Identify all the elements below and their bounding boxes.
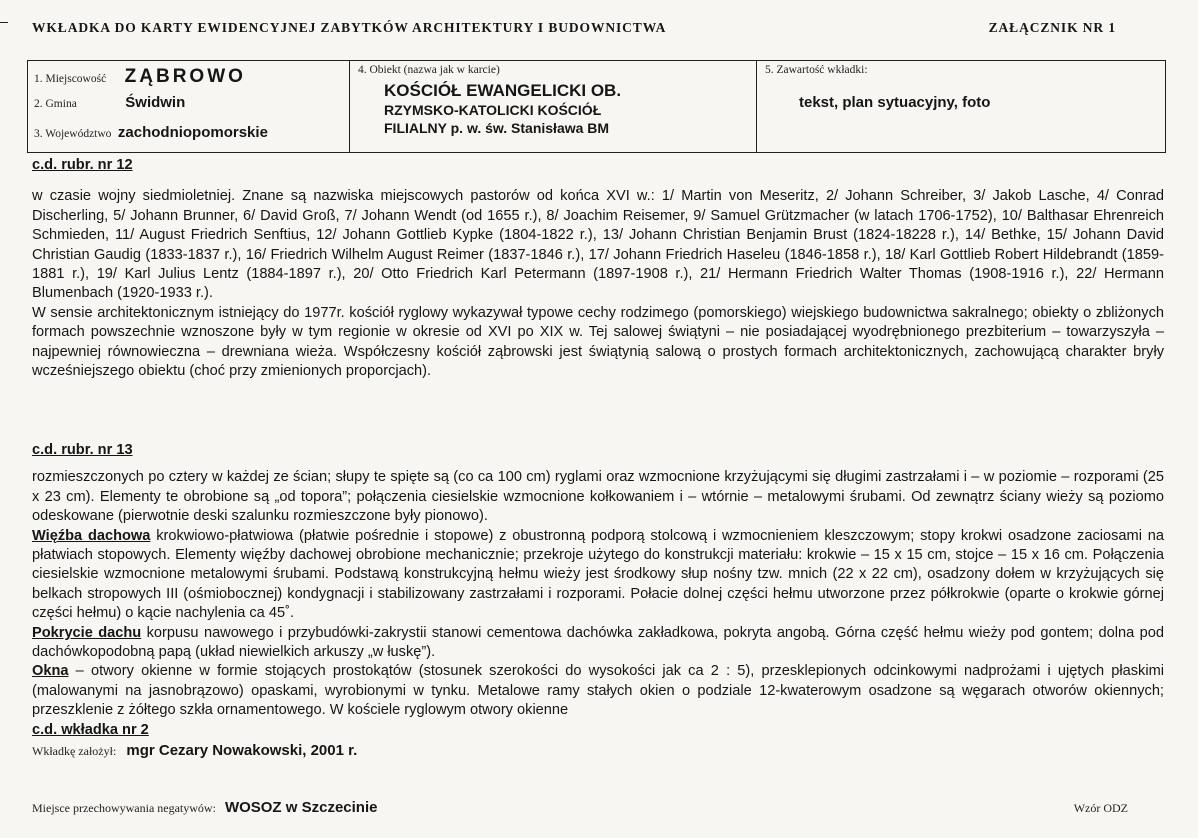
author-value: mgr Cezary Nowakowski, 2001 r. bbox=[126, 742, 358, 760]
storage-value: WOSOZ w Szczecinie bbox=[224, 799, 378, 816]
roof-truss-keyword: Więźba dachowa bbox=[32, 527, 151, 544]
section-12 bbox=[32, 156, 1164, 381]
document-title: WKŁADKA DO KARTY EWIDENCYJNEJ ZABYTKÓW ARCHITEKTURY I BUDOWNICTWA bbox=[32, 20, 667, 35]
roofing-keyword: Pokrycie dachu bbox=[32, 624, 142, 641]
object-name-line3: FILIALNY p. w. św. Stanisława BM bbox=[384, 120, 610, 136]
object-name bbox=[384, 81, 754, 137]
section-13-paragraph-4 bbox=[32, 662, 1164, 720]
contents-column bbox=[756, 61, 1165, 152]
author-label: Wkładkę założył: bbox=[32, 744, 117, 759]
scan-mark bbox=[0, 22, 8, 23]
windows-keyword: Okna bbox=[32, 663, 69, 680]
section-13-heading: c.d. rubr. nr 13 bbox=[32, 442, 133, 458]
commune-label: 2. Gmina bbox=[34, 98, 77, 110]
windows-text: – otwory okienne w formie stojących prostokątów (stosunek szerokości do wysokości jak ca 2 : 5), przesklepionych odcinkowymi nadprożami i ujętych płaskimi (malowanymi na jasnobrązowo) opaskami, wyrobionymi w tynku. Metalowe ramy stałych okien o podziale 12-kwaterowym osadzone są węgarach otworów okiennych; przeszklenie z żółtego szkła ornamentowego. W kościele ryglowym otwory okienne bbox=[32, 663, 1164, 719]
commune-value: Świdwin bbox=[125, 94, 186, 111]
section-13-paragraph-2 bbox=[32, 527, 1164, 624]
form-header-box bbox=[27, 60, 1166, 153]
form-model: Wzór ODZ bbox=[1073, 801, 1128, 815]
town-label: 1. Miejscowość bbox=[34, 73, 107, 85]
section-13-paragraph-3 bbox=[32, 624, 1164, 663]
town-row bbox=[34, 66, 246, 88]
section-12-paragraph-1: w czasie wojny siedmioletniej. Znane są nazwiska miejscowych pastorów od końca XVI w.: 1/ Martin von Meseritz, 2/ Johann Schreiber, 3/ Jakob Lasche, 4/ Conrad Discherling, 5/ Johann Brunner, 6/ David Groß, 7/ Johann Wendt (od 1655 r.), 8/ Joachim Reisemer, 9/ Samuel Grützmacher (w latach 1706-1752), 10/ Balthasar Ehrenreich Schmieden, 11/ August Friedrich Senftius, 12/ Johann Gottlieb Kypke (1804-1822 r.), 13/ Johann Christian Benjamin Brust (1824-18228 r.), 14/ Bethke, 15/ Johann David Christian Gaudig (1833-1837 r.), 16/ Friedrich Wilhelm August Reimer (1837-1846 r.), 17/ Johann Friedrich Haseleu (1846-1858 r.), 18/ Karl Gottlieb Robert Hildebrandt (1859-1881 r.), 19/ Karl Julius Lentz (1884-1897 r.), 20/ Otto Friedrich Karl Petermann (1897-1908 r.), 21/ Hermann Friedrich Walter Thomas (1908-1916 r.), 22/ Hermann Blumenbach (1920-1933 r.). bbox=[32, 188, 1164, 302]
section-12-heading: c.d. rubr. nr 12 bbox=[32, 157, 133, 173]
commune-row bbox=[34, 94, 185, 112]
object-label: 4. Obiekt (nazwa jak w karcie) bbox=[358, 64, 500, 76]
contents-label: 5. Zawartość wkładki: bbox=[765, 64, 868, 76]
section-12-paragraph-2: W sensie architektonicznym istniejący do 1977r. kościół ryglowy wykazywał typowe cechy rodzimego (pomorskiego) wiejskiego budownictwa sakralnego; obiekty o zbliżonych formach powszechnie wznoszone były w tym regionie w okresie od XVI po XIX w. Tej salowej świątyni – nie posiadającej wyodrębnionego prezbiterium – towarzyszyła – najpewniej równowieczna – drewniana wieża. Współczesny kościół ząbrowski jest świątynią salową o prostych formach architektonicznych, zachowującą charakter bryły wcześniejszego obiektu (choć przy zmienionych proporcjach). bbox=[32, 304, 1164, 380]
storage-label: Miejsce przechowywania negatywów: bbox=[32, 801, 216, 815]
section-13 bbox=[32, 441, 1164, 762]
voivodeship-value: zachodniopomorskie bbox=[117, 124, 268, 141]
town-value: ZĄBROWO bbox=[124, 66, 246, 87]
object-name-line1: KOŚCIÓŁ EWANGELICKI OB. bbox=[384, 81, 622, 100]
negative-storage bbox=[32, 799, 377, 816]
roof-truss-text: krokwiowo-płatwiowa (płatwie pośrednie i stopowe) z obustronną podporą stolcową i wzmocnieniem kleszczowym; stopy krokwi osadzone zaciosami na płatwiach stopowych. Elementy więźby dachowej obrobione mechanicznie; przekroje użytego do konstrukcji materiału: krokwie – 15 x 15 cm, stojce – 15 x 16 cm. Połączenia ciesielskie wzmocnione metalowymi śrubami. Podstawą konstrukcyjną hełmu wieży jest środkowy słup nośny tzw. mnich (22 x 22 cm), osadzony dołem w krzyżujących się belkach stropowych III (ośmiobocznej) kondygnacji i stabilizowany zastrzałami i rozporami. Połacie dolnej części hełmu utworzone przez półkrokwie (oparte o krokwie górnej części hełmu) o kącie nachylenia ca 45˚. bbox=[32, 527, 1164, 622]
voivodeship-label: 3. Województwo bbox=[34, 128, 112, 140]
object-column bbox=[349, 61, 757, 152]
author-row bbox=[32, 741, 1164, 761]
location-column bbox=[28, 61, 349, 152]
roofing-text: korpusu nawowego i przybudówki-zakrystii stanowi cementowa dachówka zakładkowa, pokryta angobą. Górna część hełmu wieży pod gontem; dolna pod dachówkopodobną papą (układ niewielkich arkuszy „w łuskę”). bbox=[32, 624, 1164, 661]
object-name-line2: RZYMSKO-KATOLICKI KOŚCIÓŁ bbox=[384, 102, 602, 118]
annex-label: ZAŁĄCZNIK NR 1 bbox=[988, 20, 1116, 35]
section-13-paragraph-1: rozmieszczonych po cztery w każdej ze ścian; słupy te spięte są (co ca 100 cm) ryglami oraz wzmocnione krzyżującymi się długimi zastrzałami i – w poziomie – rozporami (25 x 23 cm). Elementy te obrobione są „od topora”; połączenia ciesielskie wzmocnione kołkowaniem i – wtórnie – metalowymi śrubami. Od zewnątrz ściany wieży są poziomo odeskowane (pierwotnie deski szalunku rozmieszczone były pionowo). bbox=[32, 469, 1164, 525]
insert-heading: c.d. wkładka nr 2 bbox=[32, 721, 149, 738]
contents-value: tekst, plan sytuacyjny, foto bbox=[799, 94, 991, 111]
voivodeship-row bbox=[34, 124, 268, 142]
